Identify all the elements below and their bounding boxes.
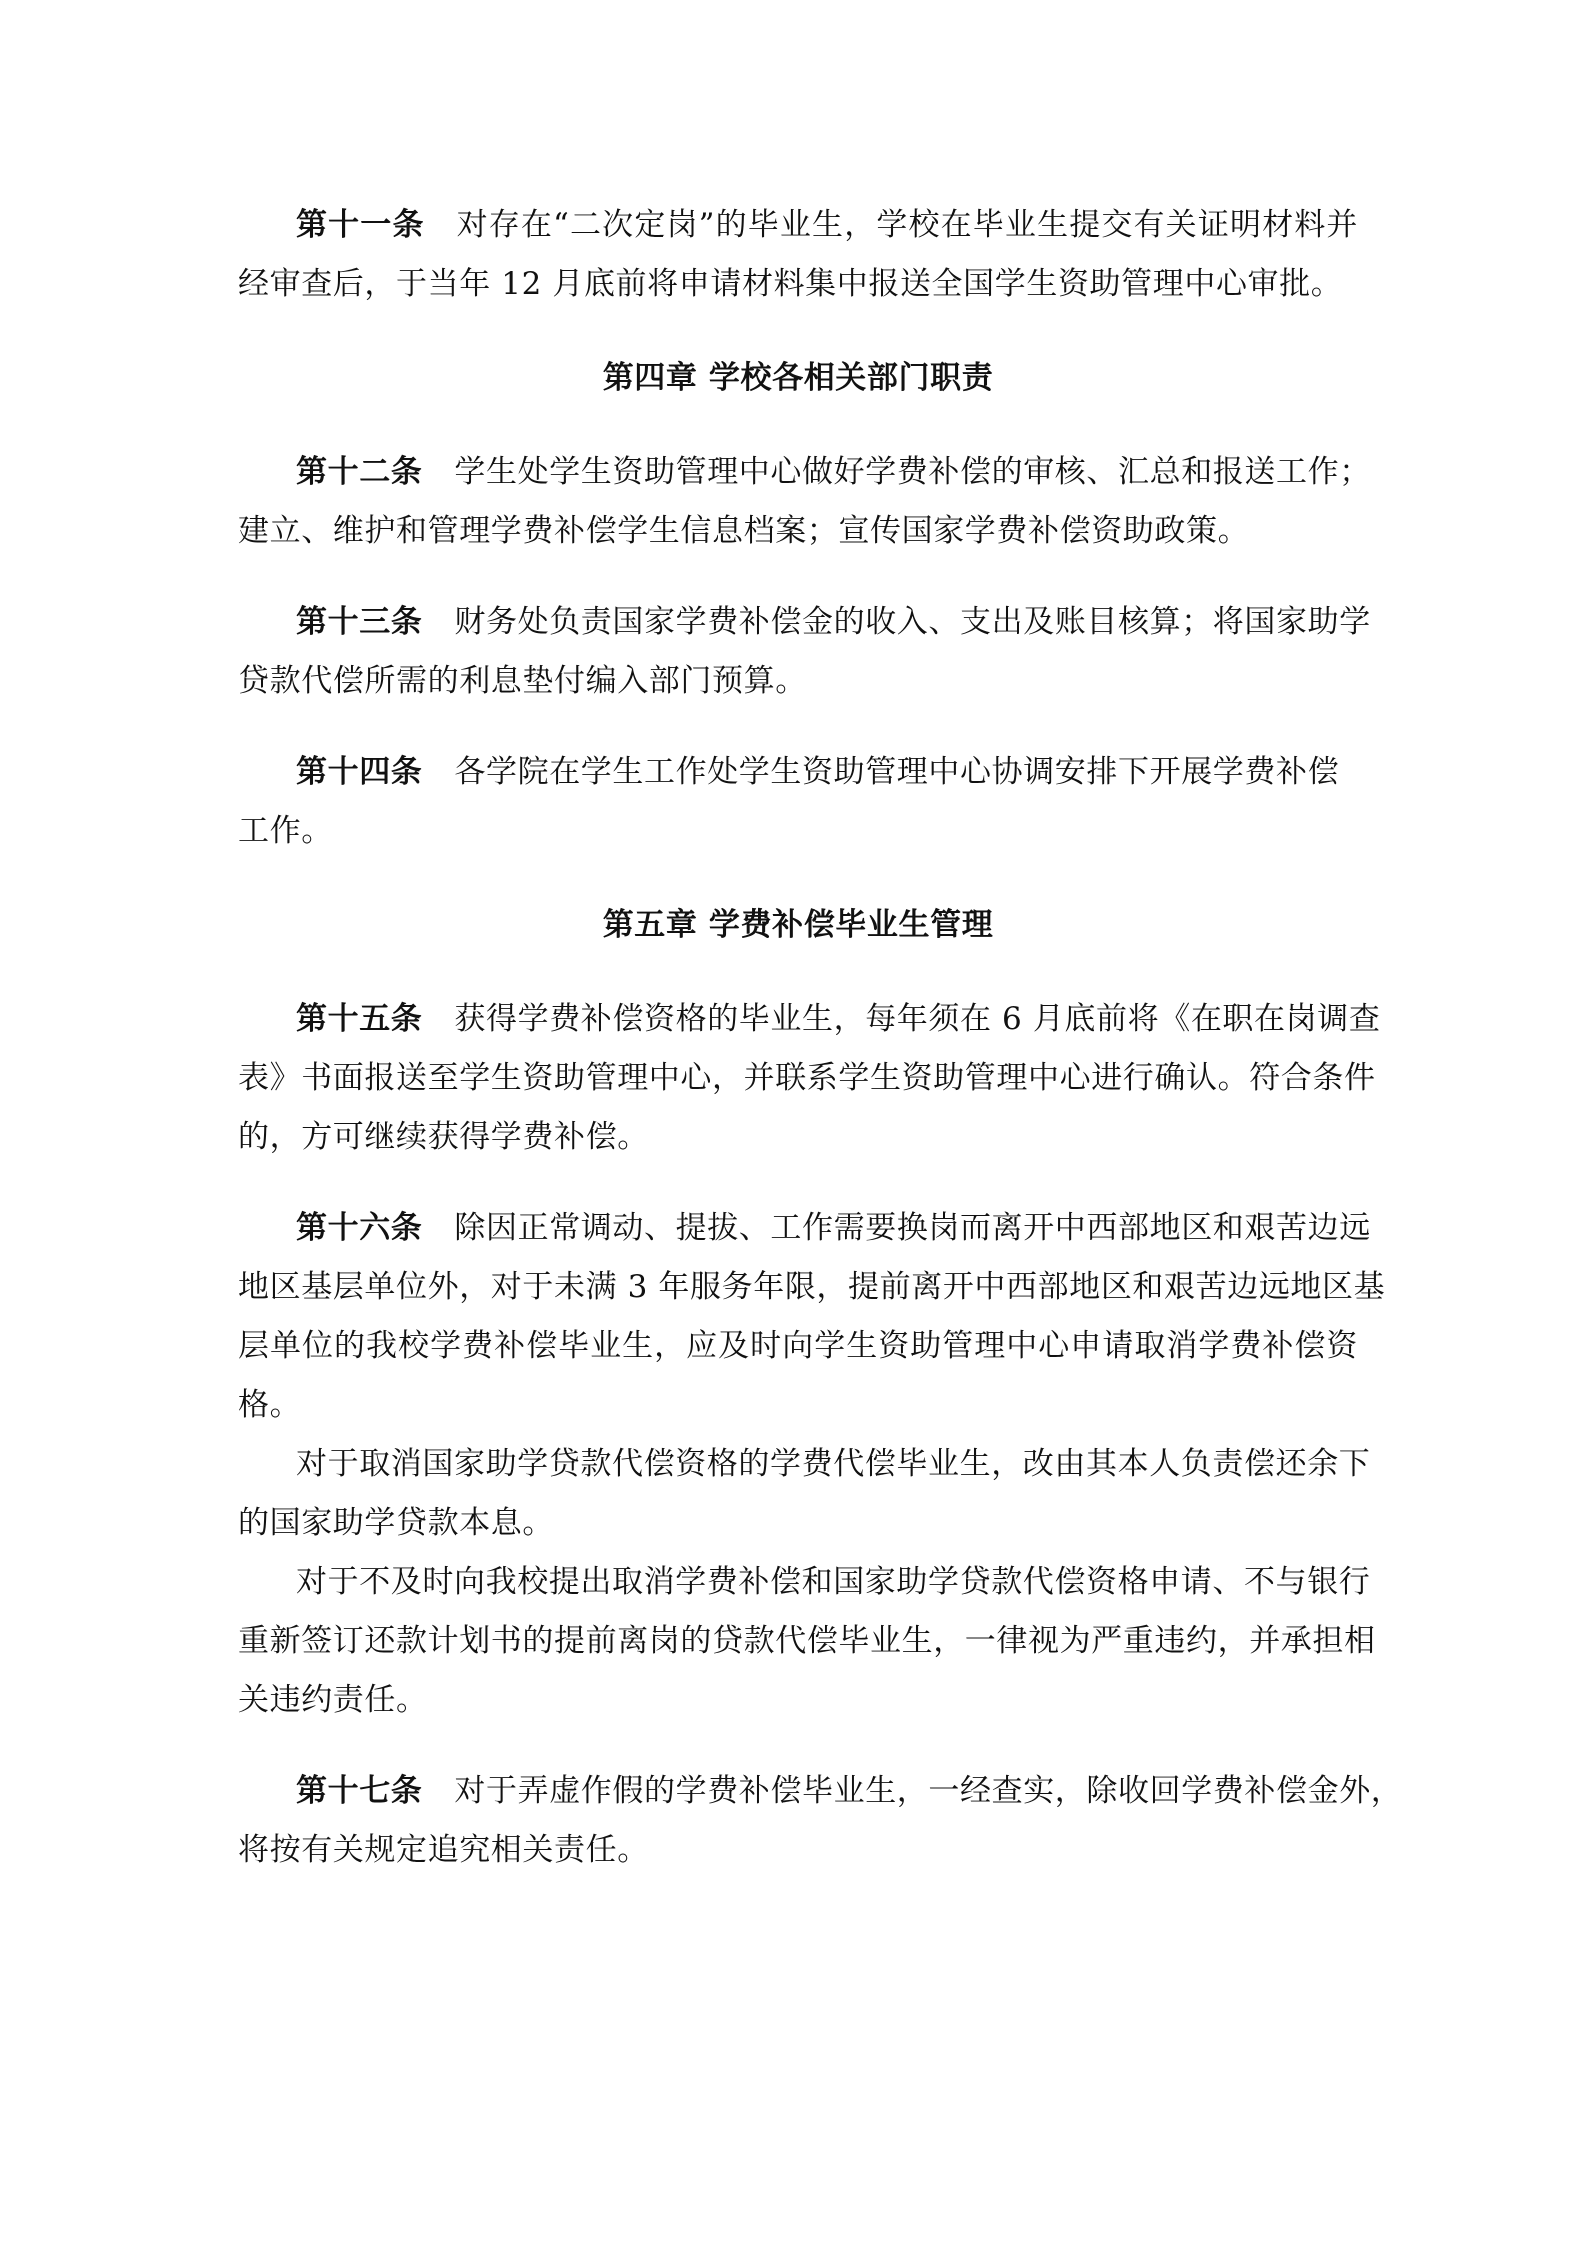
chapter-5-heading: 第五章 学费补偿毕业生管理 bbox=[602, 907, 994, 943]
article-16-para-2-line-2: 的国家助学贷款本息。 bbox=[238, 1505, 554, 1541]
article-12-line-1 bbox=[238, 443, 1371, 502]
article-11-label: 第十一条 bbox=[296, 207, 425, 243]
article-13-line-2: 贷款代偿所需的利息垫付编入部门预算。 bbox=[238, 663, 807, 699]
document-body bbox=[238, 196, 1403, 1880]
article-16-text-1: 除因正常调动、提拔、工作需要换岗而离开中西部地区和艰苦边远 bbox=[454, 1210, 1371, 1246]
article-15-label: 第十五条 bbox=[296, 1001, 423, 1037]
article-14-line-1 bbox=[238, 743, 1358, 802]
article-11-line-1 bbox=[238, 196, 1358, 255]
article-16-para-3-line-3: 关违约责任。 bbox=[238, 1682, 428, 1718]
article-13-text-1: 财务处负责国家学费补偿金的收入、支出及账目核算；将国家助学 bbox=[454, 604, 1371, 640]
article-16-label: 第十六条 bbox=[296, 1210, 423, 1246]
article-15 bbox=[238, 990, 1381, 1167]
article-17-label: 第十七条 bbox=[296, 1773, 423, 1809]
chapter-4-heading: 第四章 学校各相关部门职责 bbox=[602, 360, 994, 396]
article-15-line-3: 的，方可继续获得学费补偿。 bbox=[238, 1119, 649, 1155]
article-16-line-3: 层单位的我校学费补偿毕业生，应及时向学生资助管理中心申请取消学费补偿资 bbox=[238, 1328, 1358, 1364]
article-17-line-1 bbox=[238, 1762, 1403, 1821]
article-15-line-1 bbox=[238, 990, 1381, 1049]
article-15-line-2: 表》书面报送至学生资助管理中心，并联系学生资助管理中心进行确认。符合条件 bbox=[238, 1060, 1376, 1096]
article-16-para-3-line-2: 重新签订还款计划书的提前离岗的贷款代偿毕业生，一律视为严重违约，并承担相 bbox=[238, 1623, 1376, 1659]
article-16-line-2: 地区基层单位外，对于未满 3 年服务年限，提前离开中西部地区和艰苦边远地区基 bbox=[238, 1269, 1386, 1305]
article-16-line-1 bbox=[238, 1199, 1371, 1258]
article-16 bbox=[238, 1199, 1386, 1730]
article-17 bbox=[238, 1762, 1403, 1880]
article-13-line-1 bbox=[238, 593, 1371, 652]
article-14 bbox=[238, 743, 1358, 861]
article-13 bbox=[238, 593, 1371, 711]
article-15-text-1: 获得学费补偿资格的毕业生，每年须在 6 月底前将《在职在岗调查 bbox=[454, 1001, 1381, 1037]
article-16-para-3-line-1: 对于不及时向我校提出取消学费补偿和国家助学贷款代偿资格申请、不与银行 bbox=[296, 1564, 1371, 1600]
article-16-para-2-line-1: 对于取消国家助学贷款代偿资格的学费代偿毕业生，改由其本人负责偿还余下 bbox=[296, 1446, 1371, 1482]
article-12-text-1: 学生处学生资助管理中心做好学费补偿的审核、汇总和报送工作； bbox=[454, 454, 1371, 490]
article-12-label: 第十二条 bbox=[296, 454, 423, 490]
article-14-label: 第十四条 bbox=[296, 754, 423, 790]
article-17-text-1: 对于弄虚作假的学费补偿毕业生，一经查实，除收回学费补偿金外， bbox=[454, 1773, 1403, 1809]
article-14-line-2: 工作。 bbox=[238, 813, 333, 849]
article-17-line-2: 将按有关规定追究相关责任。 bbox=[238, 1832, 649, 1868]
article-16-line-4: 格。 bbox=[238, 1387, 302, 1423]
article-13-label: 第十三条 bbox=[296, 604, 423, 640]
article-12 bbox=[238, 443, 1371, 561]
article-11-line-2: 经审查后，于当年 12 月底前将申请材料集中报送全国学生资助管理中心审批。 bbox=[238, 266, 1343, 302]
article-14-text-1: 各学院在学生工作处学生资助管理中心协调安排下开展学费补偿 bbox=[454, 754, 1340, 790]
article-11-text-1: 对存在“二次定岗”的毕业生，学校在毕业生提交有关证明材料并 bbox=[456, 207, 1358, 243]
article-11 bbox=[238, 196, 1358, 314]
article-12-line-2: 建立、维护和管理学费补偿学生信息档案；宣传国家学费补偿资助政策。 bbox=[238, 513, 1250, 549]
